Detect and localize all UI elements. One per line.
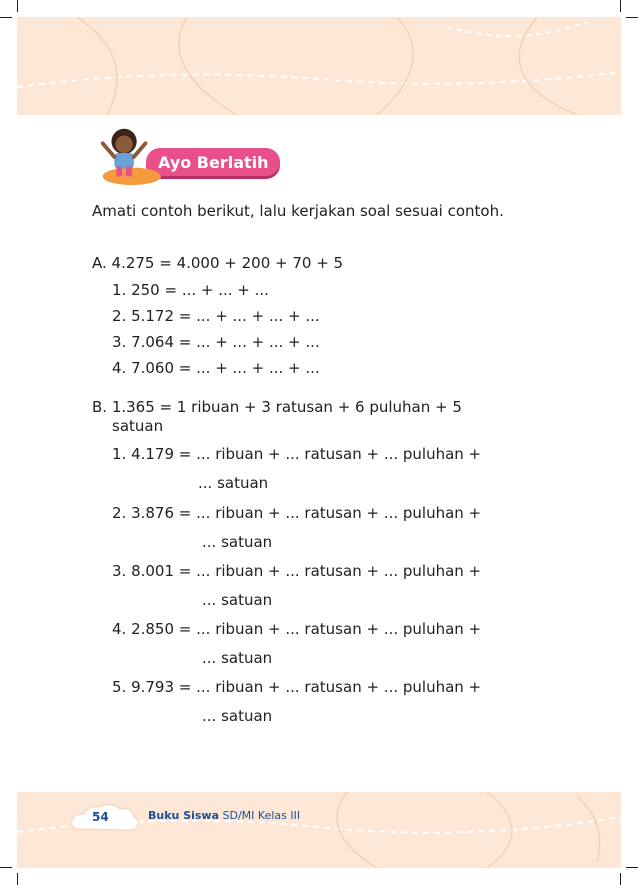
section-a-item: 3. 7.064 = ... + ... + ... + ... bbox=[112, 333, 320, 351]
section-b-item-cont: ... satuan bbox=[198, 474, 269, 492]
section-b-item: 5. 9.793 = ... ribuan + ... ratusan + ... puluhan + bbox=[112, 678, 482, 696]
section-b-item-cont: ... satuan bbox=[202, 707, 273, 725]
section-b-item-cont: ... satuan bbox=[202, 649, 273, 667]
section-b-example: B. 1.365 = 1 ribuan + 3 ratusan + 6 puluhan + 5 bbox=[92, 398, 462, 416]
section-b-item: 3. 8.001 = ... ribuan + ... ratusan + ... puluhan + bbox=[112, 562, 482, 580]
section-b-item: 2. 3.876 = ... ribuan + ... ratusan + ... puluhan + bbox=[112, 504, 482, 522]
section-a-item: 1. 250 = ... + ... + ... bbox=[112, 281, 269, 299]
section-heading: Ayo Berlatih bbox=[158, 153, 269, 172]
section-a-example: A. 4.275 = 4.000 + 200 + 70 + 5 bbox=[92, 254, 344, 272]
book-title-sub: SD/MI Kelas III bbox=[219, 809, 301, 822]
section-b-item-cont: ... satuan bbox=[202, 533, 273, 551]
section-a-item: 4. 7.060 = ... + ... + ... + ... bbox=[112, 359, 320, 377]
section-b-example-cont: satuan bbox=[112, 417, 164, 435]
section-b-item: 1. 4.179 = ... ribuan + ... ratusan + ... puluhan + bbox=[112, 445, 482, 463]
instruction-text: Amati contoh berikut, lalu kerjakan soal sesuai contoh. bbox=[92, 202, 504, 220]
page-number: 54 bbox=[92, 810, 109, 824]
section-b-item-cont: ... satuan bbox=[202, 591, 273, 609]
child-mascot-icon bbox=[92, 122, 162, 188]
book-title-main: Buku Siswa bbox=[148, 809, 220, 822]
section-a-item: 2. 5.172 = ... + ... + ... + ... bbox=[112, 307, 320, 325]
section-b-item: 4. 2.850 = ... ribuan + ... ratusan + ... puluhan + bbox=[112, 620, 482, 638]
book-title bbox=[148, 809, 300, 822]
